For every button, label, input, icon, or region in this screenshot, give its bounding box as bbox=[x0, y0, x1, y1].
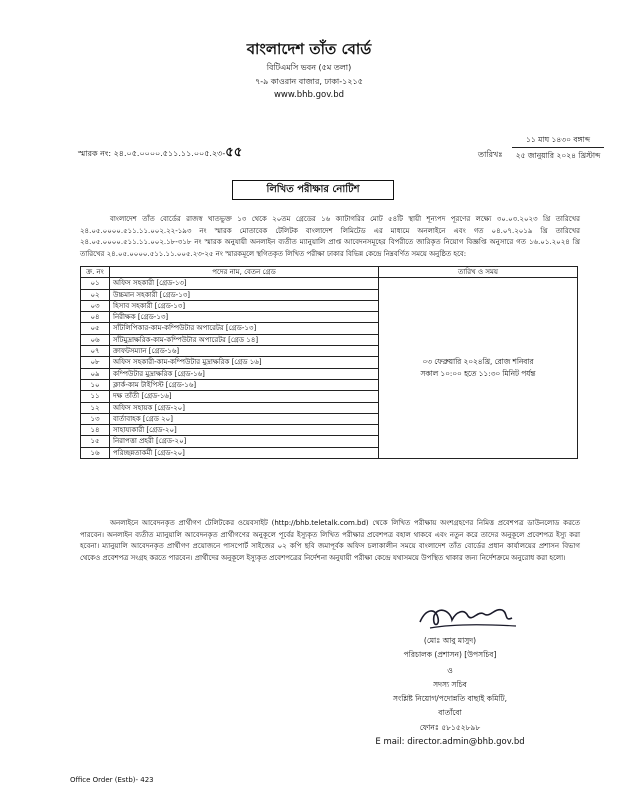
header-post: পদের নাম, বেতন গ্রেড bbox=[110, 267, 379, 278]
intro-paragraph: বাংলাদেশ তাঁত বোর্ডের রাজস্ব খাতভুক্ত ১৩ থেকে ২০তম গ্রেডের ১৬ ক্যাটাগরির মোট ৫৪টি স্থায়ী শূন্যপদ পূরণের লক্ষ্যে ৩০.০৩.২০২৩ খ্রি তারিখের ২৪.০৫.০০০০.৫১১.১১.০০২.২২-১৯৩ নং স্মারক মোতাবেক টেলিটক বাংলাদেশ লিমিটেড এর মাধ্যমে অনলাইনে এবং গত ০৪.০৭.২০১৯ খ্রি তারিখের ২৪.০৫.০০০০.৫১১.১১.০০২.১৮-৩১৮ নং স্মারক অনুযায়ী অনলাইন ব্যতীত ম্যানুয়ালি প্রাপ্ত আবেদনসমূহের বিপরীতে জারিকৃত নিয়োগ বিজ্ঞপ্তি অনুসারে গত ১৬.০১.২০২৪ খ্রি তারিখের ২৪.০৫.০০০০.৫১১.১১.০০৫.২৩-২৫ নং স্মারকমূলে স্থগিতকৃত লিখিত পরীক্ষা ঢাকার বিভিন্ন কেন্দ্রে নিম্নবর্ণিত সময়ে অনুষ্ঠিত হবে: bbox=[80, 215, 580, 258]
website-link[interactable]: www.bhb.gov.bd bbox=[273, 90, 345, 100]
row-serial: ০৪ bbox=[81, 312, 110, 323]
row-post-name: ক্রাফটসম্যান [গ্রেড-১৬] bbox=[110, 346, 379, 357]
row-post-name: সাহায্যকারী [গ্রেড-২০] bbox=[110, 425, 379, 436]
signatory-org: বাতাঁবো bbox=[438, 708, 462, 717]
instructions-paragraph: অনলাইনে আবেদনকৃত প্রার্থীগণ টেলিটকের ওয়েবসাইট (http://bhb.teletalk.com.bd) থেকে লিখিত পরীক্ষায় অংশগ্রহণের নিমিত্ত প্রবেশপত্র ডাউনলোড করতে পারবেন। অনলাইন ব্যতীত ম্যানুয়ালি আবেদনকৃত প্রার্থীগণের অনুকূলে পূর্বের ইস্যুকৃত লিখিত পরীক্ষার প্রবেশপত্র বহাল থাকবে এবং নতুন করে তাদের অনুকূলে প্রবেশপত্র ইস্যু করা হবেনা। ম্যানুয়ালি আবেদনকৃত প্রার্থীগণ প্রয়োজনে পাসপোর্ট সাইজের ০২ কপি ছবি জমাপূর্বক অফিস চলাকালীন সময়ে বাংলাদেশ তাঁত বোর্ডের প্রধান কার্যালয়ের প্রশাসন বিভাগ থেকেও প্রবেশপত্র সংগ্রহ করতে পারবেন। প্রার্থীদের অনুকূলে ইস্যুকৃত প্রবেশপত্রের নির্দেশনা অনুযায়ী পরীক্ষা কেন্দ্রে যথাসময়ে উপস্থিত থাকার জন্য নির্দেশক্রমে অনুরোধ করা হলো। bbox=[80, 519, 580, 562]
signatory-conjunction: ও bbox=[447, 666, 453, 675]
row-serial: ০১ bbox=[81, 278, 110, 289]
signatory-committee: সংশ্লিষ্ট নিয়োগ/পদোন্নতি বাছাই কমিটি, bbox=[393, 694, 507, 703]
row-post-name: পরিচ্ছন্নতাকর্মী [গ্রেড-২০] bbox=[110, 447, 379, 458]
row-post-name: হিসাব সহকারী [গ্রেড-১৩] bbox=[110, 300, 379, 311]
memo-number bbox=[78, 143, 242, 164]
signatory-email[interactable]: E mail: director.admin@bhb.gov.bd bbox=[375, 737, 525, 747]
row-post-name: নিরীক্ষক [গ্রেড-১৩] bbox=[110, 312, 379, 323]
exam-schedule-table bbox=[80, 266, 578, 459]
row-post-name: বার্তাবাহক [গ্রেড ২০] bbox=[110, 413, 379, 424]
organization-name: বাংলাদেশ তাঁত বোর্ড bbox=[246, 40, 372, 58]
row-serial: ০৭ bbox=[81, 346, 110, 357]
memo-prefix: স্মারক নং: ২৪.০৫.০০০০.৫১১.১১.০০৫.২৩- bbox=[78, 149, 226, 158]
exam-time: সকাল ১০:০০ হতে ১১:৩০ মিনিট পর্যন্ত bbox=[420, 369, 536, 379]
address-line-1: বিটিএমসি ভবন (৫ম তলা) bbox=[266, 63, 352, 72]
row-serial: ১৬ bbox=[81, 447, 110, 458]
row-serial: ০৫ bbox=[81, 323, 110, 334]
signatory-role: সদস্য সচিব bbox=[433, 680, 467, 689]
row-serial: ১০ bbox=[81, 379, 110, 390]
signatory-phone: ফোনঃ ৫৮১৫২৮৯৮ bbox=[419, 723, 481, 732]
row-serial: ১৪ bbox=[81, 425, 110, 436]
row-post-name: সাঁটলিপিকার-কাম-কম্পিউটার অপারেটর [গ্রেড-১৩] bbox=[110, 323, 379, 334]
row-serial: ০৮ bbox=[81, 357, 110, 368]
row-post-name: উচ্চমান সহকারী [গ্রেড-১৩] bbox=[110, 289, 379, 300]
row-post-name: কম্পিউটার মুদ্রাক্ষরিক [গ্রেড-১৬] bbox=[110, 368, 379, 379]
signatory-designation: পরিচালক (প্রশাসন) [উপসচিব] bbox=[403, 650, 497, 659]
row-serial: ০২ bbox=[81, 289, 110, 300]
row-post-name: দক্ষ তাঁতী [গ্রেড-১৬] bbox=[110, 391, 379, 402]
date-english: ২৫ জানুয়ারি ২০২৪ খ্রিস্টাব্দ bbox=[515, 151, 601, 160]
exam-date: ০৩ ফেব্রুয়ারি ২০২৪খ্রি, রোজ শনিবার bbox=[422, 357, 534, 367]
table-row bbox=[81, 278, 578, 289]
signatory-name: (মোঃ আবু মাসুদ) bbox=[423, 636, 477, 645]
row-post-name: অফিস সহকারী [গ্রেড-১৩] bbox=[110, 278, 379, 289]
row-serial: ০৩ bbox=[81, 300, 110, 311]
row-serial: ১২ bbox=[81, 402, 110, 413]
date-block bbox=[512, 132, 604, 163]
header-serial: ক্র. নং bbox=[81, 267, 110, 278]
row-serial: ১১ bbox=[81, 391, 110, 402]
row-post-name: ক্লার্ক-কাম টাইপিস্ট [গ্রেড-১৬] bbox=[110, 379, 379, 390]
header-date-time: তারিখ ও সময় bbox=[379, 267, 578, 278]
table-body bbox=[81, 278, 578, 459]
row-serial: ১৫ bbox=[81, 436, 110, 447]
memo-serial: ৫৫ bbox=[225, 145, 243, 160]
date-label: তারিখঃ bbox=[478, 150, 503, 159]
row-serial: ১৩ bbox=[81, 413, 110, 424]
office-order-note: Office Order (Estb)- 423 bbox=[70, 776, 154, 784]
date-bangla: ১১ মাঘ ১৪৩০ বঙ্গাব্দ bbox=[512, 132, 604, 148]
row-post-name: অফিস সহকারী-কাম-কম্পিউটার মুদ্রাক্ষরিক [গ্রেড ১৬] bbox=[110, 357, 379, 368]
row-serial: ০৬ bbox=[81, 334, 110, 345]
notice-title: লিখিত পরীক্ষার নোটিশ bbox=[232, 180, 394, 200]
address-line-2: ৭-৯ কাওরান বাজার, ঢাকা-১২১৫ bbox=[255, 77, 363, 86]
table-header-row bbox=[81, 267, 578, 278]
exam-date-time-cell bbox=[379, 278, 578, 459]
row-serial: ০৯ bbox=[81, 368, 110, 379]
row-post-name: নিরাপত্তা প্রহরী [গ্রেড-২০] bbox=[110, 436, 379, 447]
row-post-name: অফিস সহায়ক [গ্রেড-২০] bbox=[110, 402, 379, 413]
row-post-name: সাঁটমুদ্রাক্ষরিক-কাম-কম্পিউটার অপারেটর [গ্রেড ১৪] bbox=[110, 334, 379, 345]
handwritten-signature bbox=[412, 602, 522, 636]
